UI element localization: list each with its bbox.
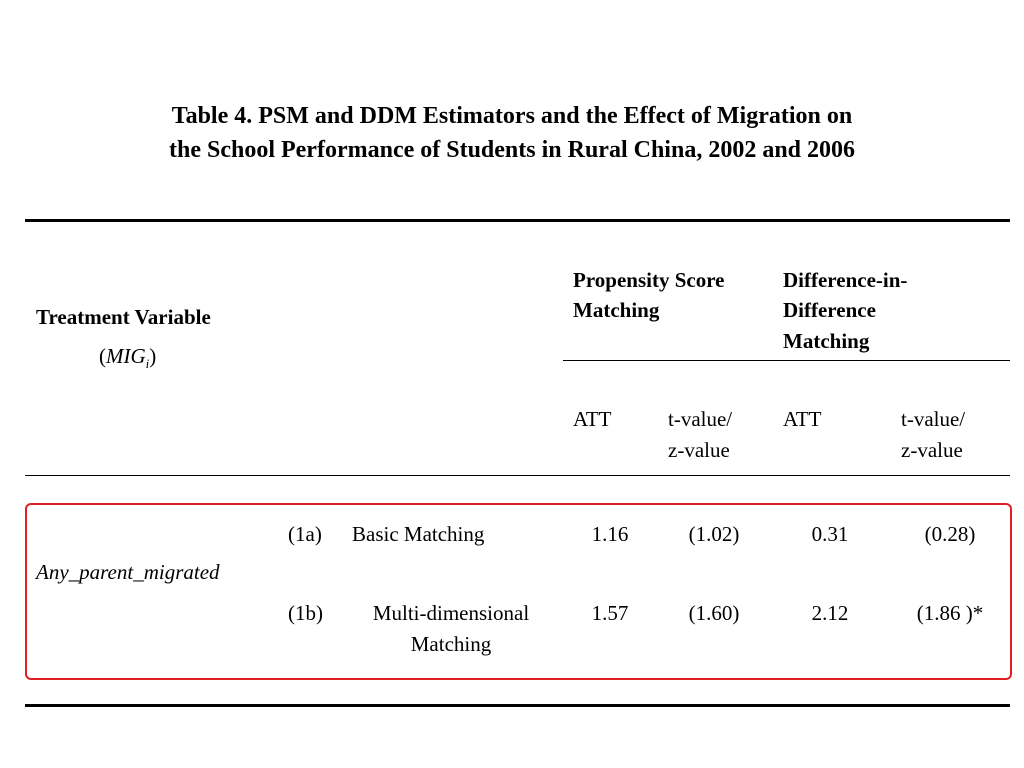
body-variable-name: Any_parent_migrated [36,560,220,584]
treatment-variable-open-paren: ( [99,344,106,368]
treatment-variable-label: Treatment Variable [36,305,211,329]
ddm-group-header-line-2: Difference [783,298,876,322]
top-rule [25,219,1010,222]
row-ddm-t: (0.28) [924,522,976,546]
row-method-line-1: Basic Matching [352,522,485,546]
psm-tz-header-line-2: z-value [668,438,730,462]
row-id: (1b) [288,601,323,625]
bottom-rule [25,704,1010,707]
row-method-line-1: Multi-dimensional [372,601,530,625]
ddm-tz-header-line-2: z-value [901,438,963,462]
table-title-line-1: Table 4. PSM and DDM Estimators and the Effect of Migration on [171,103,853,129]
row-ddm-att: 2.12 [811,601,849,625]
row-psm-att: 1.57 [591,601,629,625]
ddm-group-header-line-1: Difference-in- [783,268,908,292]
group-rule [563,360,1010,361]
psm-group-header-line-2: Matching [573,298,660,322]
psm-tz-header-line-1: t-value/ [668,407,733,431]
row-psm-t: (1.02) [688,522,740,546]
psm-att-header: ATT [573,407,612,431]
treatment-variable-symbol [99,341,156,379]
treatment-variable-close-paren: ) [149,344,157,368]
row-method-line-2: Matching [410,632,492,656]
row-ddm-att: 0.31 [811,522,849,546]
row-id: (1a) [288,522,322,546]
row-ddm-t: (1.86 )* [916,601,984,625]
row-psm-t: (1.60) [688,601,740,625]
table-title-line-2: the School Performance of Students in Rural China, 2002 and 2006 [168,137,856,163]
row-psm-att: 1.16 [591,522,629,546]
table-title [0,99,1024,167]
treatment-variable-name: MIG [106,344,146,368]
psm-group-header-line-1: Propensity Score [573,268,725,292]
treatment-variable-subscript: i [145,356,150,372]
ddm-att-header: ATT [783,407,822,431]
ddm-group-header-line-3: Matching [783,329,870,353]
ddm-tz-header-line-1: t-value/ [901,407,966,431]
header-bottom-rule [25,475,1010,476]
